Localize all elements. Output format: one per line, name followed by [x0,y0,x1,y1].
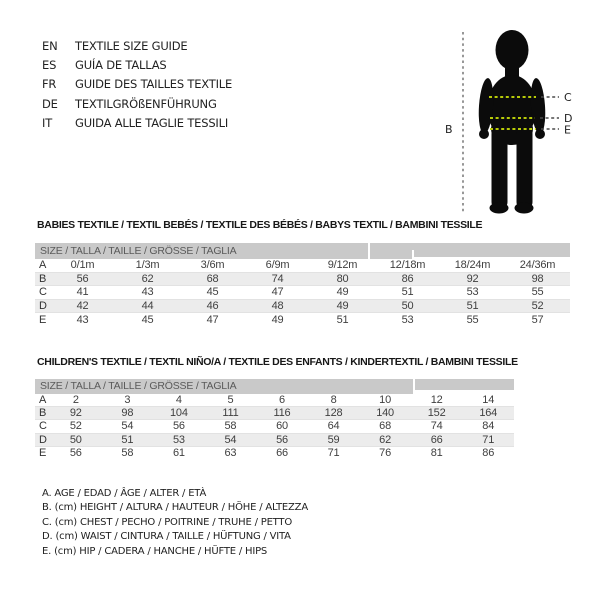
language-label: TEXTILE SIZE GUIDE [75,39,188,53]
table-cell: 62 [141,272,154,285]
language-list [42,37,232,133]
table-cell: 50 [401,300,414,313]
babies-table-title: BABIES TEXTILE / TEXTIL BEBÉS / TEXTILE DES BÉBÉS / BABYS TEXTIL / BAMBINI TESSILE [37,219,483,231]
row-label: C [39,420,47,433]
children-size-table [35,394,514,460]
table-row-a [35,394,514,407]
table-cell: 66 [430,433,443,446]
table-cell: 44 [141,300,154,313]
table-cell: 51 [466,300,479,313]
table-cell: 53 [401,314,414,327]
table-cell: 50 [69,433,82,446]
label-e: E [564,123,571,137]
table-cell: 48 [271,300,284,313]
child-silhouette-diagram [440,14,590,226]
table-cell: 74 [271,272,284,285]
language-code: FR [42,77,57,92]
table-cell: 111 [222,407,239,420]
children-size-header-label: SIZE / TALLA / TAILLE / GRÖSSE / TAGLIA [40,380,237,392]
legend-line: B. (cm) HEIGHT / ALTURA / HAUTEUR / HÖHE / ALTEZZA [42,502,308,514]
table-cell: 68 [379,420,392,433]
table-cell: 164 [479,407,498,420]
size-guide-figure [440,14,590,226]
row-label: D [39,300,47,313]
table-cell: 18/24m [454,259,491,272]
children-table-title: CHILDREN'S TEXTILE / TEXTIL NIÑO/A / TEXTILE DES ENFANTS / KINDERTEXTIL / BAMBINI TESSILE [37,356,518,368]
table-cell: 45 [141,314,154,327]
table-cell: 51 [121,433,134,446]
table-cell: 57 [531,314,544,327]
row-label: E [39,447,47,460]
table-cell: 58 [121,447,134,460]
table-cell: 152 [427,407,446,420]
table-cell: 51 [401,286,414,299]
table-cell: 74 [430,420,443,433]
measurement-legend [42,487,308,559]
table-cell: 52 [531,300,544,313]
table-cell: 76 [379,447,392,460]
table-cell: 140 [376,407,394,420]
language-code: ES [42,58,57,73]
table-row-d [35,300,570,314]
table-cell: 55 [466,314,479,327]
legend-line: C. (cm) CHEST / PECHO / POITRINE / TRUHE / PETTO [42,516,292,528]
table-cell: 59 [327,433,340,446]
table-cell: 56 [69,447,82,460]
table-cell: 104 [170,407,188,420]
language-label: GUIDA ALLE TAGLIE TESSILI [75,115,229,130]
row-label: B [39,272,47,285]
table-cell: 43 [76,314,89,327]
table-cell: 98 [531,272,544,285]
table-cell: 98 [121,407,134,420]
table-cell: 12 [430,394,443,407]
table-cell: 58 [224,420,237,433]
babies-size-header-label: SIZE / TALLA / TAILLE / GRÖSSE / TAGLIA [40,245,237,257]
table-cell: 12/18m [389,259,426,272]
table-cell: 71 [482,433,495,446]
label-c: C [564,91,572,104]
table-cell: 0/1m [70,259,95,272]
table-row-c [35,286,570,300]
table-cell: 71 [327,447,340,460]
table-cell: 42 [76,300,89,313]
language-code: EN [42,39,58,53]
table-row-e [35,313,570,327]
language-row [42,75,232,94]
legend-line: D. (cm) WAIST / CINTURA / TAILLE / HÜFTUNG / VITA [42,531,291,543]
table-cell: 54 [224,433,237,446]
table-cell: 47 [271,286,284,299]
table-cell: 56 [172,420,185,433]
table-cell: 116 [273,407,291,420]
row-label: A [39,394,47,407]
table-cell: 49 [336,300,349,313]
table-cell: 86 [401,272,414,285]
table-row-b [35,407,514,420]
table-cell: 1/3m [135,259,160,272]
table-cell: 60 [276,420,288,433]
babies-size-header [35,243,570,259]
table-cell: 4 [175,394,182,407]
table-row-e [35,447,514,460]
table-row-a [35,259,570,273]
table-cell: 68 [206,272,219,285]
table-cell: 45 [206,286,219,299]
table-cell: 43 [141,286,154,299]
table-cell: 81 [430,447,443,460]
child-silhouette [477,30,547,214]
table-cell: 64 [327,420,340,433]
table-cell: 6/9m [265,259,290,272]
language-code: IT [42,115,53,130]
table-cell: 3/6m [200,259,225,272]
legend-line: A. AGE / EDAD / ÂGE / ALTER / ETÀ [42,488,207,499]
table-cell: 63 [224,447,237,460]
table-cell: 24/36m [519,259,556,272]
table-cell: 8 [330,394,337,407]
table-cell: 49 [271,314,284,327]
table-cell: 92 [466,272,479,285]
header-cell-divider [413,257,570,260]
language-label: TEXTILGRÖßENFÜHRUNG [75,96,217,111]
table-cell: 86 [482,447,495,460]
language-row [42,95,232,114]
table-cell: 46 [206,300,219,313]
table-row-c [35,420,514,433]
table-cell: 47 [206,314,219,327]
row-label: D [39,433,47,446]
language-code: DE [42,96,58,111]
table-cell: 14 [482,394,495,407]
babies-size-table [35,259,570,327]
language-label: GUIDE DES TAILLES TEXTILE [75,77,233,92]
table-cell: 55 [531,286,544,299]
table-row-d [35,434,514,447]
children-size-header [35,379,514,394]
table-cell: 53 [466,286,479,299]
header-cell-divider [415,390,514,394]
language-label: GUÍA DE TALLAS [75,58,167,73]
table-cell: 61 [172,447,185,460]
table-cell: 5 [227,394,234,407]
label-b: B [445,123,453,136]
row-label: C [39,286,47,299]
table-cell: 49 [336,286,349,299]
header-cell-divider [368,243,370,259]
table-cell: 56 [276,433,288,446]
table-cell: 51 [336,314,349,327]
table-cell: 92 [69,407,82,420]
table-cell: 52 [69,420,82,433]
language-row [42,37,232,56]
table-cell: 10 [379,394,392,407]
table-cell: 41 [76,286,89,299]
label-d: D [564,112,573,125]
table-cell: 128 [324,407,343,420]
table-cell: 2 [72,394,79,407]
table-cell: 53 [172,433,185,446]
table-cell: 66 [276,447,288,460]
language-row [42,56,232,75]
table-cell: 54 [121,420,134,433]
row-label: B [39,407,47,420]
row-label: E [39,314,47,327]
language-row [42,114,232,133]
legend-line: E. (cm) HIP / CADERA / HANCHE / HÜFTE / HIPS [42,545,268,557]
table-cell: 6 [279,394,285,407]
table-cell: 56 [76,272,89,285]
table-cell: 3 [124,394,131,407]
table-cell: 80 [336,272,349,285]
table-cell: 9/12m [327,259,358,272]
table-cell: 84 [482,420,495,433]
table-cell: 62 [379,433,392,446]
table-row-b [35,273,570,287]
row-label: A [39,259,47,272]
